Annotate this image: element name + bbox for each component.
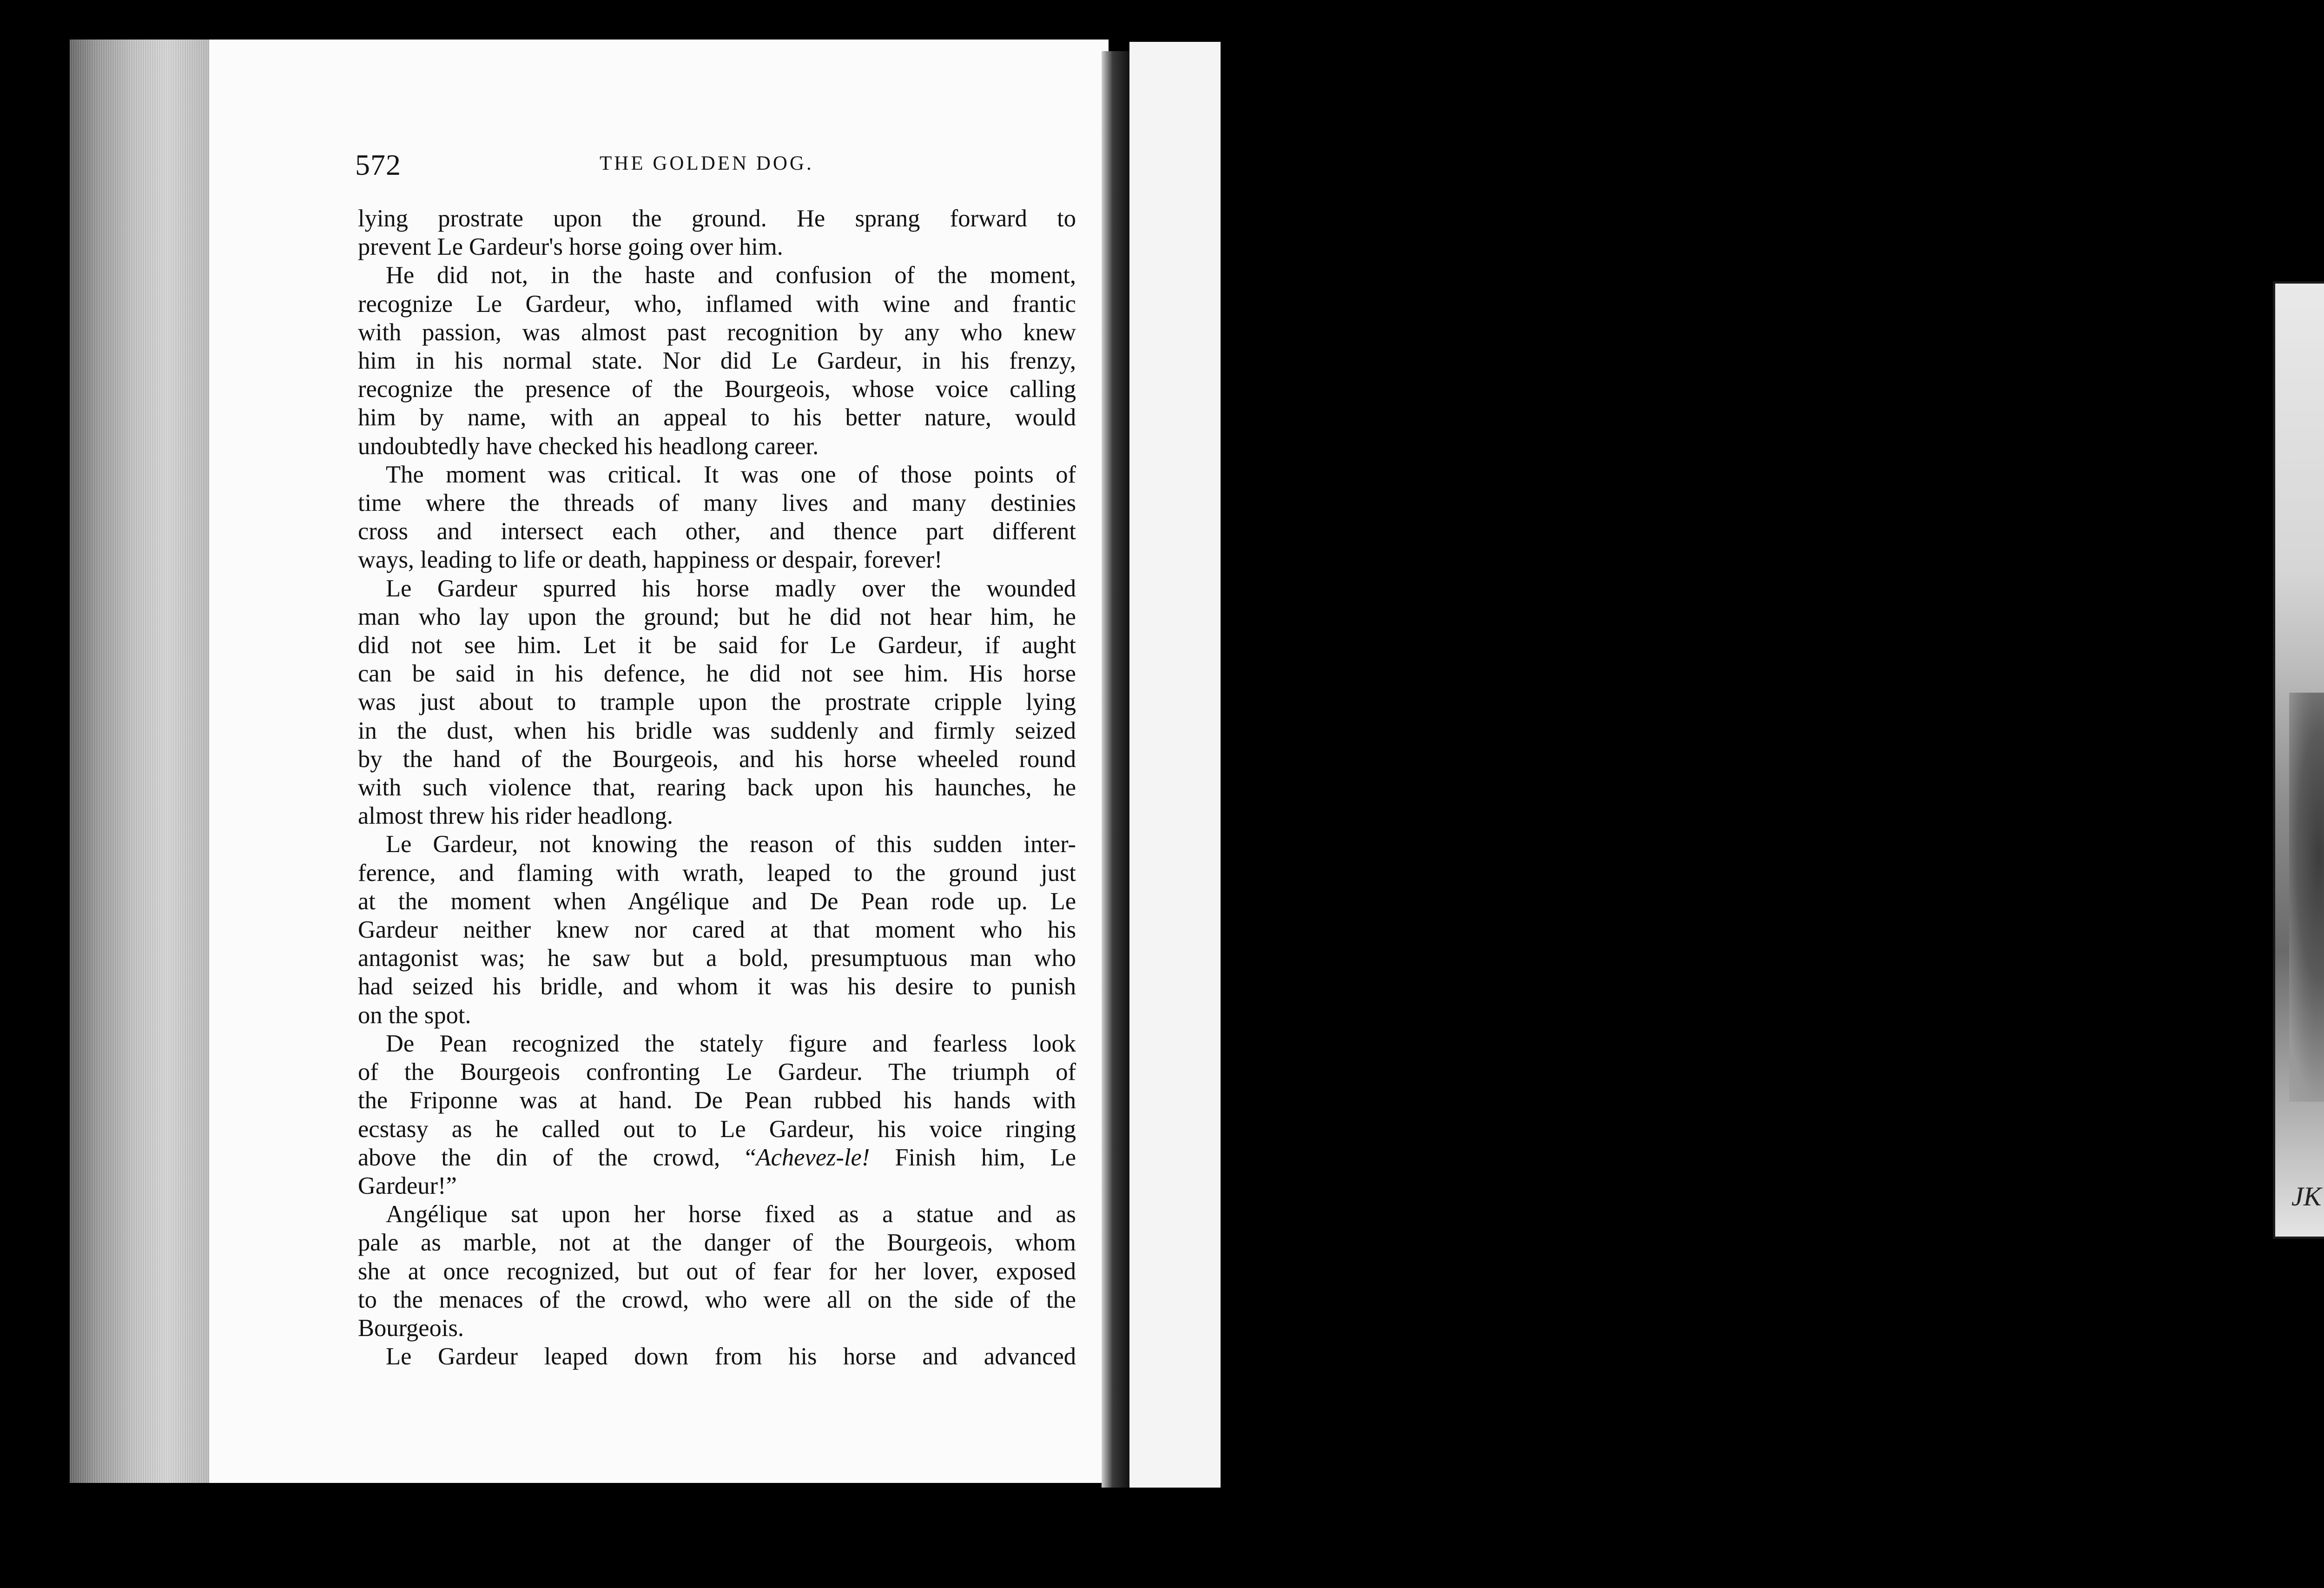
body-text [358, 205, 1076, 1371]
text-line: Le Gardeur, not knowing the reason of this sudden inter- [386, 831, 1076, 858]
text-line: did not see him. Let it be said for Le Gardeur, if aught [358, 632, 1076, 659]
text-line: can be said in his defence, he did not see him. His horse [358, 660, 1076, 688]
text-line: prevent Le Gardeur's horse going over him. [358, 233, 783, 261]
paragraph [358, 1200, 1076, 1343]
text-run: Finish him, Le [870, 1144, 1076, 1171]
text-line: the Friponne was at hand. De Pean rubbed his hands with [358, 1087, 1076, 1114]
text-line: Gardeur!” [358, 1172, 457, 1199]
text-line: him in his normal state. Nor did Le Gardeur, in his frenzy, [358, 347, 1076, 375]
text-line: Le Gardeur spurred his horse madly over the wounded [386, 575, 1076, 602]
paragraph [358, 1030, 1076, 1200]
paragraph [358, 205, 1076, 261]
text-line: antagonist was; he saw but a bold, presumptuous man who [358, 945, 1076, 972]
text-line: ecstasy as he called out to Le Gardeur, his voice ringing [358, 1115, 1076, 1143]
book-gutter [1102, 51, 1129, 1488]
text-line: on the spot. [358, 1001, 471, 1029]
text-line: with such violence that, rearing back upon his haunches, he [358, 774, 1076, 801]
text-line: man who lay upon the ground; but he did not hear him, he [358, 603, 1076, 630]
paragraph [358, 1343, 1076, 1371]
text-line: Le Gardeur leaped down from his horse and advanced [386, 1343, 1076, 1370]
text-line: recognize the presence of the Bourgeois, whose voice calling [358, 376, 1076, 403]
text-line: Bourgeois. [358, 1314, 464, 1342]
text-line: at the moment when Angélique and De Pean rode up. Le [358, 887, 1076, 915]
text-line: time where the threads of many lives and many destinies [358, 490, 1076, 517]
text-line: in the dust, when his bridle was suddenly and firmly seized [358, 717, 1076, 744]
paragraph [358, 575, 1076, 831]
illustration-figure [2289, 693, 2324, 1102]
paragraph [358, 461, 1076, 575]
text-line: with passion, was almost past recognition by any who knew [358, 318, 1076, 346]
paragraph [358, 261, 1076, 460]
paragraph [358, 830, 1076, 1029]
running-head: THE GOLDEN DOG. [600, 152, 814, 174]
text-line: ference, and flaming with wrath, leaped to the ground just [358, 859, 1076, 887]
text-line: recognize Le Gardeur, who, inflamed with wine and frantic [358, 290, 1076, 318]
illustration-signature: JK [2291, 1181, 2322, 1211]
text-line: He did not, in the haste and confusion of the moment, [386, 262, 1076, 289]
text-line: Angélique sat upon her horse fixed as a statue and as [386, 1201, 1076, 1228]
text-line: had seized his bridle, and whom it was his desire to punish [358, 973, 1076, 1000]
italic-quote: Achevez-le! [756, 1144, 870, 1171]
book-page-edges [70, 40, 209, 1483]
text-line: lying prostrate upon the ground. He sprang forward to [358, 205, 1076, 232]
text-run: above the din of the crowd, “ [358, 1144, 756, 1171]
text-line [358, 1144, 1076, 1172]
text-line: him by name, with an appeal to his better nature, would [358, 404, 1076, 431]
text-line: almost threw his rider headlong. [358, 802, 673, 830]
text-line: she at once recognized, but out of fear for her lover, exposed [358, 1257, 1076, 1285]
text-line: De Pean recognized the stately figure and fearless look [386, 1030, 1076, 1057]
page-number: 572 [355, 148, 401, 181]
illustration-plate [2273, 281, 2324, 1239]
text-line: pale as marble, not at the danger of the Bourgeois, whom [358, 1229, 1076, 1257]
text-line: ways, leading to life or death, happiness or despair, forever! [358, 546, 943, 574]
text-line: to the menaces of the crowd, who were all on the side of the [358, 1286, 1076, 1313]
text-line: of the Bourgeois confronting Le Gardeur. The triumph of [358, 1059, 1076, 1086]
text-line: was just about to trample upon the prostrate cripple lying [358, 688, 1076, 716]
text-line: cross and intersect each other, and thence part different [358, 518, 1076, 545]
text-line: Gardeur neither knew nor cared at that moment who his [358, 916, 1076, 944]
text-line: The moment was critical. It was one of those points of [386, 461, 1076, 488]
text-line: undoubtedly have checked his headlong career. [358, 432, 819, 460]
text-line: by the hand of the Bourgeois, and his horse wheeled round [358, 745, 1076, 773]
facing-page [1129, 42, 2322, 1488]
